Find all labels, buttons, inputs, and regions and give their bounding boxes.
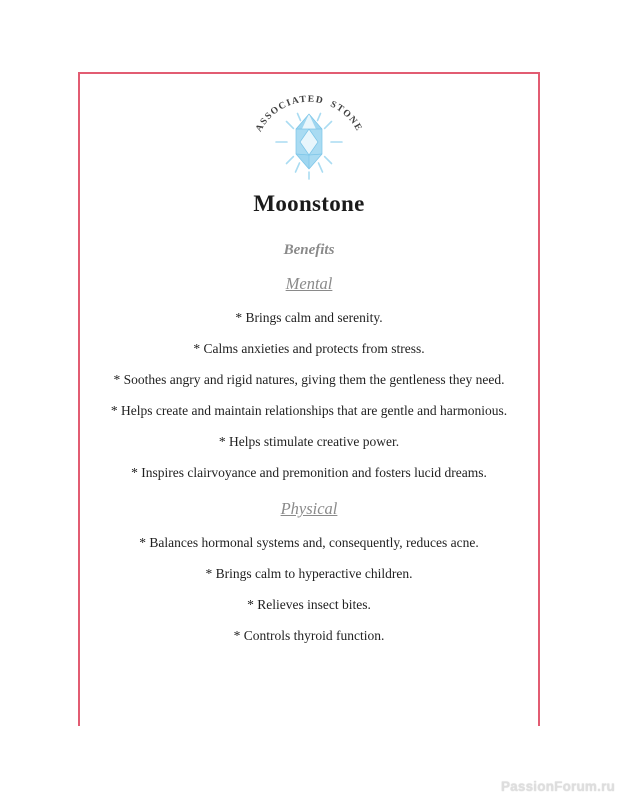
benefit-item: * Soothes angry and rigid natures, giving them the gentleness they need. bbox=[113, 372, 505, 387]
watermark: PassionForum.ru bbox=[500, 779, 615, 794]
page-title: Moonstone bbox=[253, 191, 365, 216]
benefit-item: * Balances hormonal systems and, consequently, reduces acne. bbox=[139, 535, 479, 550]
benefit-item: * Helps create and maintain relationships that are gentle and harmonious. bbox=[110, 403, 508, 418]
benefit-item: * Controls thyroid function. bbox=[233, 628, 385, 643]
section-heading-mental: Mental bbox=[285, 274, 333, 293]
benefit-item: * Helps stimulate creative power. bbox=[218, 434, 400, 449]
page-border-frame bbox=[78, 72, 540, 726]
benefit-item: * Inspires clairvoyance and premonition and fosters lucid dreams. bbox=[131, 465, 487, 480]
section-heading-physical: Physical bbox=[280, 499, 338, 518]
benefit-item: * Calms anxieties and protects from stress. bbox=[193, 341, 425, 356]
logo-arc-text: ASSOCIATED STONE bbox=[254, 94, 364, 134]
crystal-icon bbox=[296, 114, 322, 169]
benefit-item: * Brings calm and serenity. bbox=[235, 310, 383, 325]
benefit-item: * Relieves insect bites. bbox=[247, 597, 371, 612]
benefit-item: * Brings calm to hyperactive children. bbox=[205, 566, 413, 581]
benefits-heading: Benefits bbox=[283, 242, 335, 258]
associated-stone-logo bbox=[243, 92, 375, 180]
document-content bbox=[80, 92, 538, 647]
